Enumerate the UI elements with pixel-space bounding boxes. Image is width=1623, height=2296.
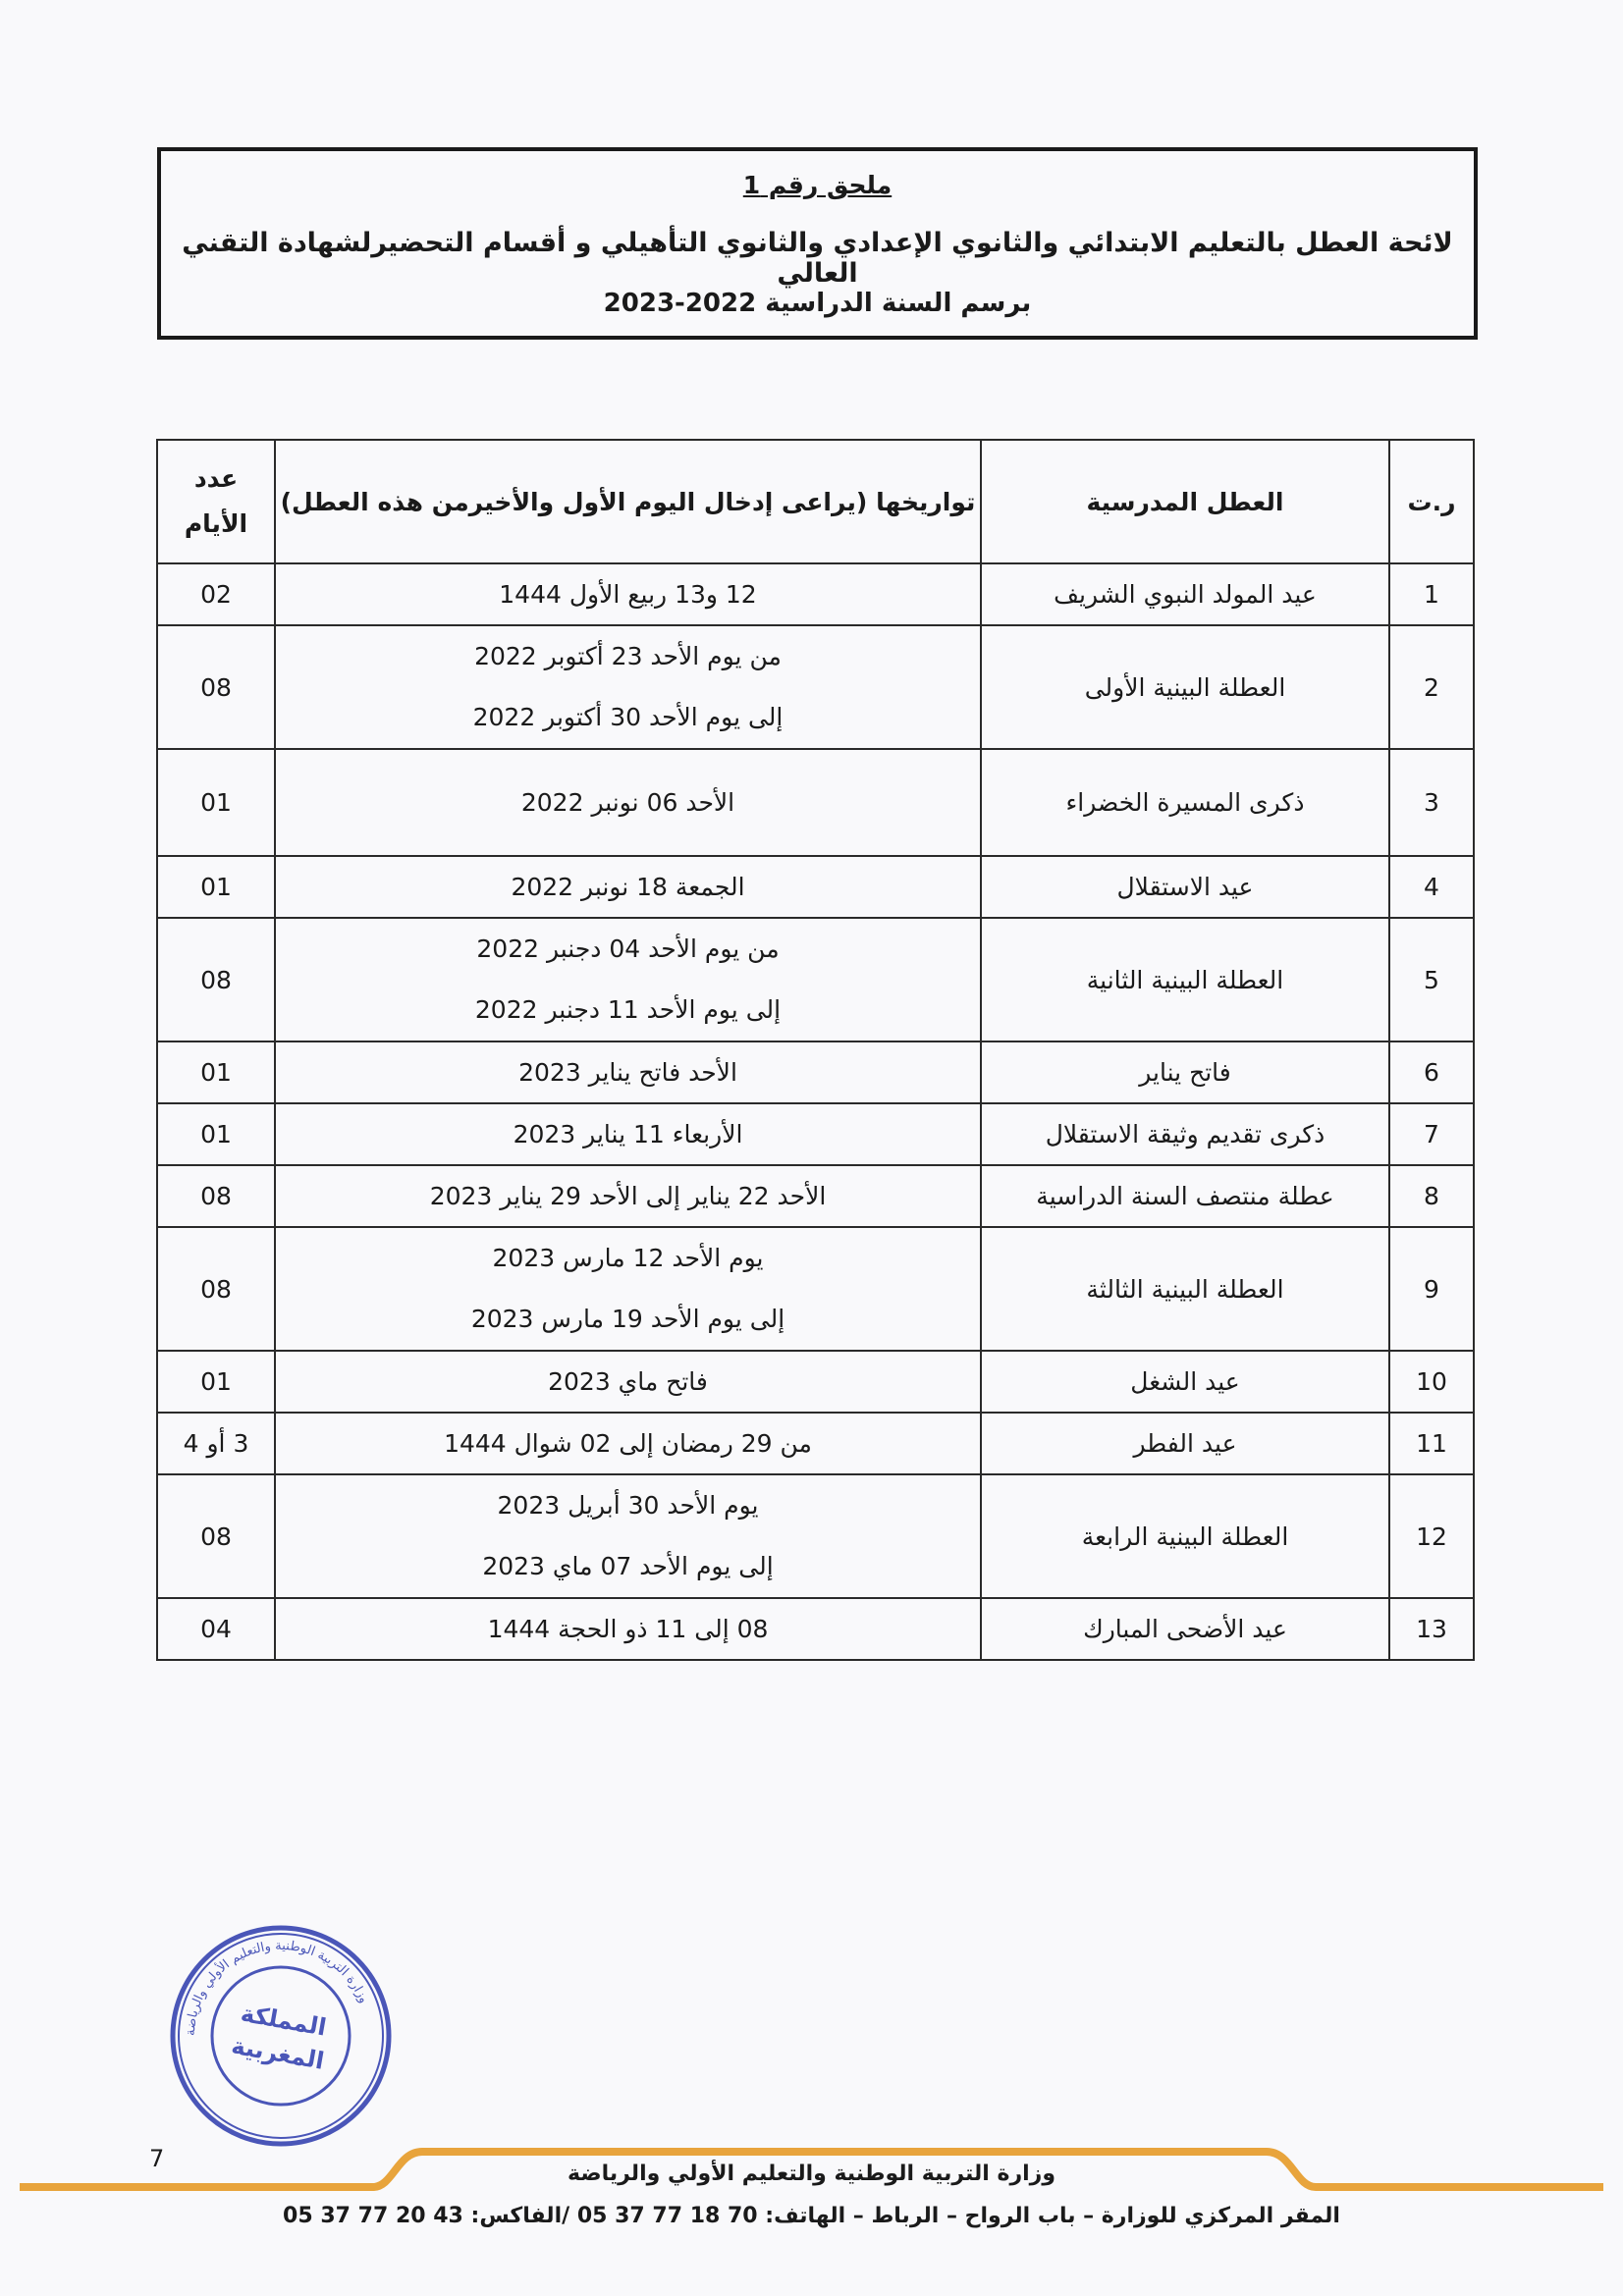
holiday-name: ذكرى المسيرة الخضراء [981, 749, 1389, 856]
stamp-line1: المملكة [239, 1999, 329, 2042]
table-row [157, 749, 1474, 856]
row-number: 10 [1389, 1351, 1474, 1413]
table-header-row [157, 440, 1474, 563]
official-stamp [169, 1924, 393, 2148]
holiday-dates: الأربعاء 11 يناير 2023 [275, 1103, 981, 1165]
table-row [157, 1227, 1474, 1351]
row-number: 3 [1389, 749, 1474, 856]
holiday-name: ذكرى تقديم وثيقة الاستقلال [981, 1103, 1389, 1165]
holiday-name: عيد المولد النبوي الشريف [981, 563, 1389, 625]
header-days-line2: الأيام [184, 509, 248, 538]
holiday-name: عطلة منتصف السنة الدراسية [981, 1165, 1389, 1227]
days-count: 02 [157, 563, 275, 625]
holiday-name: العطلة البينية الثالثة [981, 1227, 1389, 1351]
holiday-name: العطلة البينية الأولى [981, 625, 1389, 749]
page-number: 7 [149, 2145, 165, 2172]
holiday-dates [275, 1474, 981, 1598]
days-count: 01 [157, 1103, 275, 1165]
holiday-dates: من 29 رمضان إلى 02 شوال 1444 [275, 1413, 981, 1474]
document-title: لائحة العطل بالتعليم الابتدائي والثانوي الإعدادي والثانوي التأهيلي و أقسام التحضيرلشهادة التقني العالي [182, 228, 1453, 289]
holiday-name: العطلة البينية الرابعة [981, 1474, 1389, 1598]
table-row [157, 563, 1474, 625]
days-count: 01 [157, 749, 275, 856]
holiday-dates: فاتح ماي 2023 [275, 1351, 981, 1413]
days-count: 04 [157, 1598, 275, 1660]
dates-end: إلى يوم الأحد 30 أكتوبر 2022 [472, 703, 784, 731]
header-days-line1: عدد [193, 464, 239, 493]
table-row [157, 1165, 1474, 1227]
holiday-dates: الأحد 22 يناير إلى الأحد 29 يناير 2023 [275, 1165, 981, 1227]
table-row [157, 1041, 1474, 1103]
holiday-name: عيد الأضحى المبارك [981, 1598, 1389, 1660]
row-number: 9 [1389, 1227, 1474, 1351]
dates-start: يوم الأحد 30 أبريل 2023 [497, 1491, 759, 1520]
header-days [157, 440, 275, 563]
table-row [157, 1598, 1474, 1660]
row-number: 5 [1389, 918, 1474, 1041]
row-number: 1 [1389, 563, 1474, 625]
holiday-dates [275, 918, 981, 1041]
dates-start: يوم الأحد 12 مارس 2023 [492, 1244, 764, 1272]
holiday-dates: الجمعة 18 نونبر 2022 [275, 856, 981, 918]
stamp-ring-text: وزارة التربية الوطنية والتعليم الأولي والرياضة [183, 1938, 371, 2037]
holiday-dates [275, 1227, 981, 1351]
row-number: 8 [1389, 1165, 1474, 1227]
stamp-line2: المغربية [229, 2031, 327, 2075]
holidays-table [156, 439, 1475, 1661]
days-count: 3 أو 4 [157, 1413, 275, 1474]
header-dates: تواريخها (يراعى إدخال اليوم الأول والأخيرمن هذه العطل) [275, 440, 981, 563]
table-row [157, 1103, 1474, 1165]
dates-end: إلى يوم الأحد 11 دجنبر 2022 [474, 995, 782, 1024]
days-count: 01 [157, 1041, 275, 1103]
days-count: 08 [157, 918, 275, 1041]
days-count: 01 [157, 856, 275, 918]
holiday-name: عيد الاستقلال [981, 856, 1389, 918]
row-number: 6 [1389, 1041, 1474, 1103]
footer-ministry: وزارة التربية الوطنية والتعليم الأولي والرياضة [568, 2162, 1055, 2186]
row-number: 4 [1389, 856, 1474, 918]
days-count: 08 [157, 1474, 275, 1598]
row-number: 13 [1389, 1598, 1474, 1660]
holiday-dates: 12 و13 ربيع الأول 1444 [275, 563, 981, 625]
annex-label: ملحق رقم 1 [742, 171, 893, 199]
table-row [157, 1351, 1474, 1413]
title-box [157, 147, 1478, 340]
row-number: 7 [1389, 1103, 1474, 1165]
days-count: 08 [157, 1227, 275, 1351]
table-row [157, 625, 1474, 749]
row-number: 11 [1389, 1413, 1474, 1474]
table-row [157, 1413, 1474, 1474]
header-name: العطل المدرسية [981, 440, 1389, 563]
days-count: 01 [157, 1351, 275, 1413]
holiday-dates: 08 إلى 11 ذو الحجة 1444 [275, 1598, 981, 1660]
holiday-name: عيد الشغل [981, 1351, 1389, 1413]
dates-start: من يوم الأحد 23 أكتوبر 2022 [474, 642, 782, 670]
holiday-dates: الأحد فاتح يناير 2023 [275, 1041, 981, 1103]
days-count: 08 [157, 625, 275, 749]
school-year: برسم السنة الدراسية 2022-2023 [603, 289, 1032, 318]
table-row [157, 856, 1474, 918]
header-num: ر.ت [1389, 440, 1474, 563]
table-row [157, 918, 1474, 1041]
dates-start: من يوم الأحد 04 دجنبر 2022 [476, 934, 780, 963]
footer-address: المقر المركزي للوزارة – باب الرواح – الرباط – الهاتف: 70 18 77 37 05 /الفاكس: 43 20 77 37 05 [283, 2204, 1340, 2228]
holiday-dates [275, 625, 981, 749]
days-count: 08 [157, 1165, 275, 1227]
holiday-name: عيد الفطر [981, 1413, 1389, 1474]
row-number: 12 [1389, 1474, 1474, 1598]
holiday-name: العطلة البينية الثانية [981, 918, 1389, 1041]
table-row [157, 1474, 1474, 1598]
dates-end: إلى يوم الأحد 07 ماي 2023 [482, 1552, 774, 1580]
row-number: 2 [1389, 625, 1474, 749]
dates-end: إلى يوم الأحد 19 مارس 2023 [470, 1305, 785, 1333]
holiday-name: فاتح يناير [981, 1041, 1389, 1103]
holiday-dates: الأحد 06 نونبر 2022 [275, 749, 981, 856]
